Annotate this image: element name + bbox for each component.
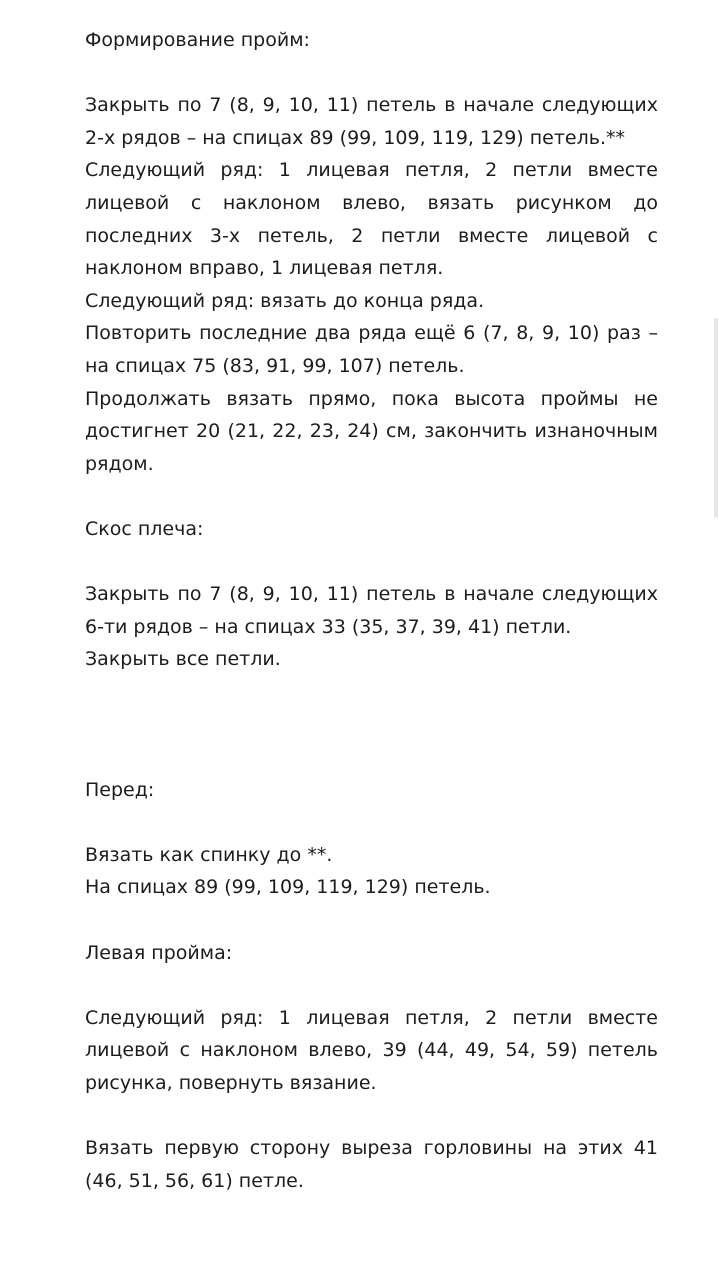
left-armhole-paragraph-1: Следующий ряд: 1 лицевая петля, 2 петли вместе лицевой с наклоном влево, 39 (44, 49, 54, 59) петель рисунка, повернуть вязание. [85, 1006, 658, 1095]
neckline-paragraph-1: Вязать первую сторону выреза горловины на этих 41 (46, 51, 56, 61) петле. [85, 1137, 658, 1192]
scrollbar-thumb[interactable] [714, 318, 718, 518]
spacer [85, 480, 658, 513]
armhole-paragraph-4: Повторить последние два ряда ещё 6 (7, 8, 9, 10) раз – на спицах 75 (83, 91, 99, 107) петель. [85, 322, 658, 377]
armhole-paragraph-1: Закрыть по 7 (8, 9, 10, 11) петель в начале следующих 2-х рядов – на спицах 89 (99, 109, 119, 129) петель.** [85, 94, 658, 149]
front-paragraph-1: Вязать как спинку до **. [85, 843, 333, 866]
spacer [85, 969, 658, 1002]
spacer [85, 57, 658, 90]
shoulder-paragraph-1: Закрыть по 7 (8, 9, 10, 11) петель в начале следующих 6-ти рядов – на спицах 33 (35, 37, 39, 41) петли. [85, 583, 658, 638]
front-heading: Перед: [85, 778, 155, 801]
front-paragraph-2: На спицах 89 (99, 109, 119, 129) петель. [85, 876, 491, 899]
spacer [85, 904, 658, 937]
armhole-paragraph-3: Следующий ряд: вязать до конца ряда. [85, 289, 485, 312]
armhole-paragraph-2: Следующий ряд: 1 лицевая петля, 2 петли вместе лицевой с наклоном влево, вязать рисунком до последних 3-х петель, 2 петли вместе лицевой с наклоном вправо, 1 лицевая петля. [85, 159, 658, 280]
spacer [85, 1100, 658, 1133]
armhole-heading: Формирование пройм: [85, 29, 310, 51]
spacer [85, 676, 658, 774]
spacer [85, 806, 658, 839]
armhole-paragraph-5: Продолжать вязать прямо, пока высота проймы не достигнет 20 (21, 22, 23, 24) см, закончить изнаночным рядом. [85, 387, 658, 475]
shoulder-heading: Скос плеча: [85, 517, 204, 540]
document-body [85, 24, 658, 1197]
spacer [85, 546, 658, 579]
shoulder-paragraph-2: Закрыть все петли. [85, 648, 281, 671]
left-armhole-heading: Левая пройма: [85, 941, 233, 964]
